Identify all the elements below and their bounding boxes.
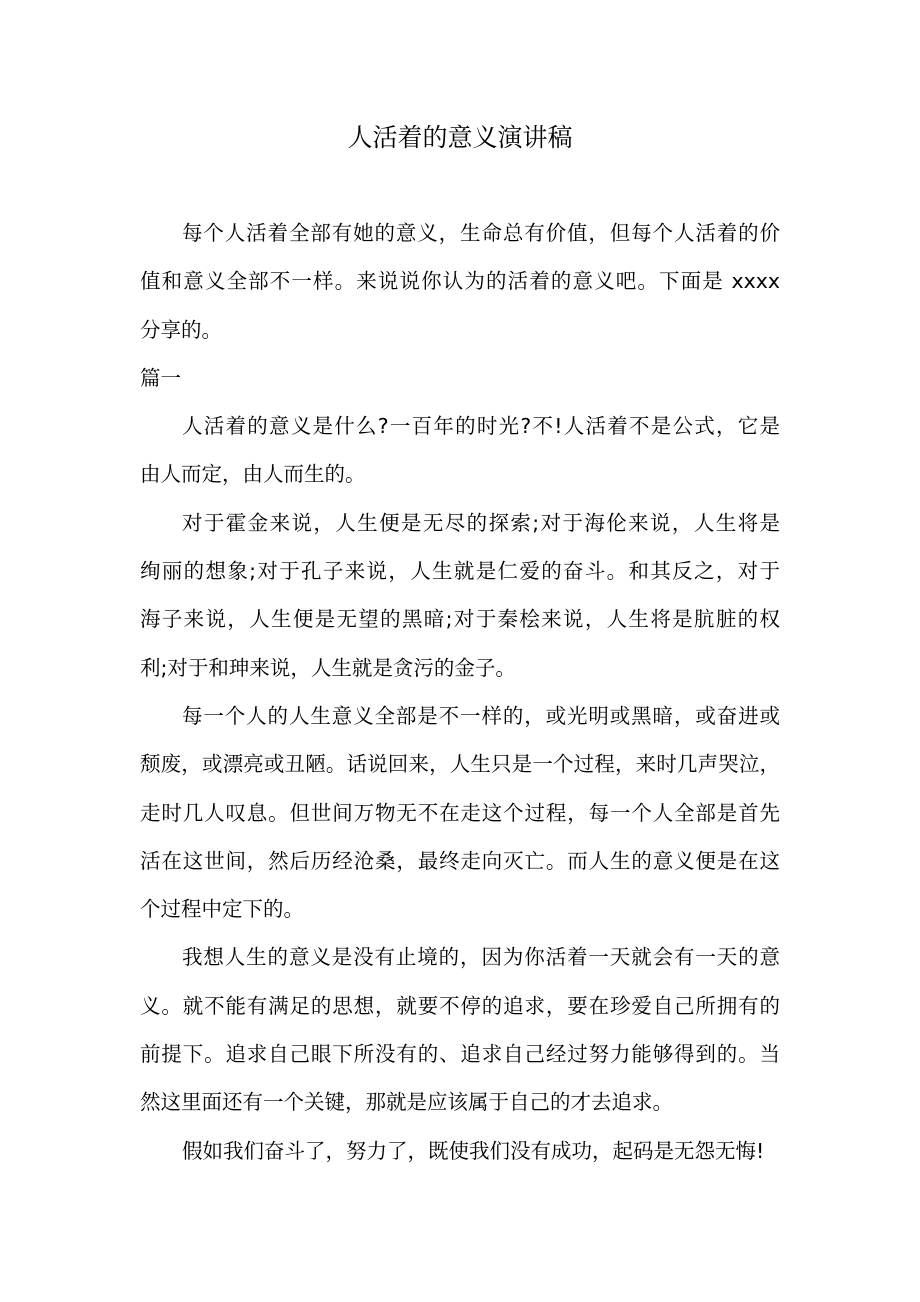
text-line: 利;对于和珅来说，人生就是贪污的金子。 bbox=[140, 655, 516, 680]
text-line: 篇一 bbox=[140, 365, 181, 390]
text-line: 值和意义全部不一样。来说说你认为的活着的意义吧。下面是 xxxx bbox=[140, 269, 780, 294]
text-line: 然这里面还有一个关键，那就是应该属于自己的才去追求。 bbox=[140, 1090, 673, 1115]
document-body bbox=[140, 209, 780, 1175]
text-line: 走时几人叹息。但世间万物无不在走这个过程，每一个人全部是首先 bbox=[140, 800, 780, 825]
text-line: 每个人活着全部有她的意义，生命总有价值，但每个人活着的价 bbox=[182, 221, 780, 245]
text-line: 前提下。追求自己眼下所没有的、追求自己经过努力能够得到的。当 bbox=[140, 1042, 780, 1067]
paragraph bbox=[140, 209, 780, 354]
paragraph bbox=[140, 933, 780, 1126]
text-line: 海子来说，人生便是无望的黑暗;对于秦桧来说，人生将是肮脏的权 bbox=[140, 607, 780, 632]
section-heading bbox=[140, 354, 780, 402]
text-line: 我想人生的意义是没有止境的，因为你活着一天就会有一天的意 bbox=[182, 945, 780, 970]
text-line: 分享的。 bbox=[140, 317, 222, 342]
paragraph bbox=[140, 692, 780, 933]
text-line: 每一个人的人生意义全部是不一样的，或光明或黑暗，或奋进或 bbox=[182, 703, 780, 728]
text-line: 活在这世间，然后历经沧桑，最终走向灭亡。而人生的意义便是在这 bbox=[140, 848, 780, 873]
text-line: 义。就不能有满足的思想，就要不停的追求，要在珍爱自己所拥有的 bbox=[140, 993, 780, 1018]
document-title: 人活着的意义演讲稿 bbox=[347, 123, 573, 152]
text-line: 假如我们奋斗了，努力了，既使我们没有成功，起码是无怨无悔! bbox=[182, 1138, 765, 1163]
text-line: 人活着的意义是什么?一百年的时光?不!人活着不是公式，它是 bbox=[182, 414, 780, 439]
text-line: 绚丽的想象;对于孔子来说，人生就是仁爱的奋斗。和其反之，对于 bbox=[140, 559, 780, 584]
paragraph bbox=[140, 1127, 780, 1175]
paragraph bbox=[140, 402, 780, 499]
text-line: 个过程中定下的。 bbox=[140, 897, 304, 922]
paragraph bbox=[140, 499, 780, 692]
text-line: 由人而定，由人而生的。 bbox=[140, 462, 366, 487]
text-line: 颓废，或漂亮或丑陋。话说回来，人生只是一个过程，来时几声哭泣， bbox=[140, 752, 780, 777]
text-line: 对于霍金来说，人生便是无尽的探索;对于海伦来说，人生将是 bbox=[182, 510, 780, 535]
